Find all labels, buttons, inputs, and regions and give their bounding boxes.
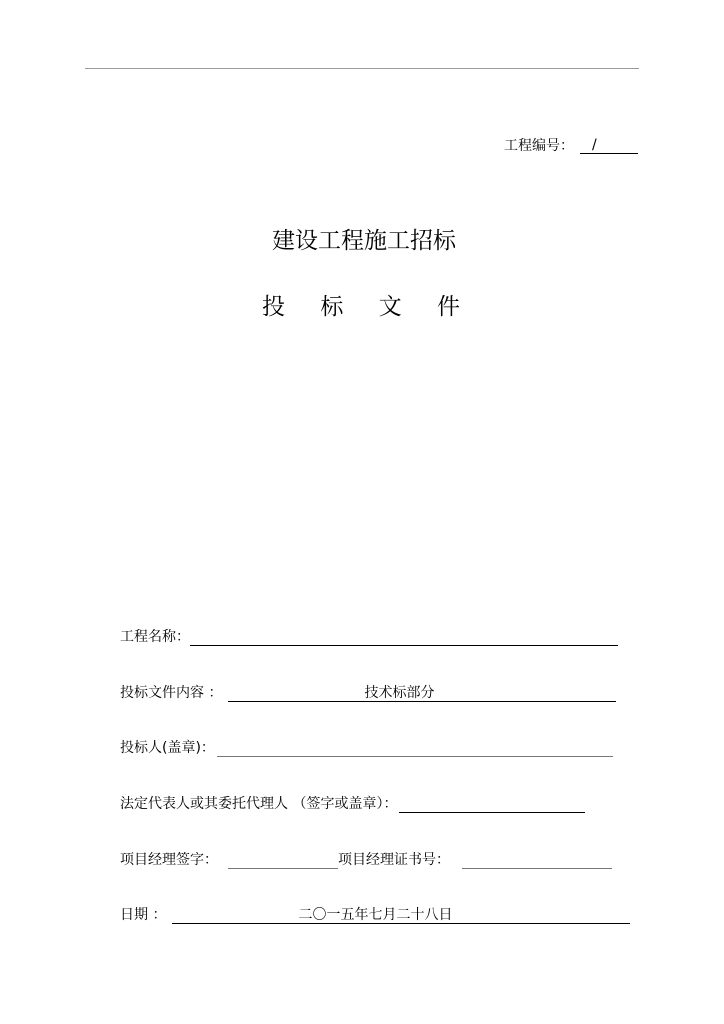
project-name-label: 工程名称： bbox=[120, 629, 190, 645]
project-number bbox=[504, 137, 638, 154]
date-field bbox=[120, 906, 630, 924]
pm-sign-line bbox=[228, 851, 338, 869]
project-number-value: / bbox=[580, 137, 638, 154]
bid-content-line bbox=[228, 684, 616, 702]
bid-content-value: 技术标部分 bbox=[364, 685, 435, 701]
legal-rep-field bbox=[120, 795, 585, 813]
bidder-line bbox=[217, 739, 613, 757]
legal-rep-line bbox=[399, 795, 585, 813]
bid-content-label: 投标文件内容 ： bbox=[120, 685, 223, 701]
header-rule bbox=[85, 68, 639, 69]
bid-content-field bbox=[120, 684, 616, 702]
document-title: 建设工程施工招标 bbox=[272, 228, 456, 254]
date-line bbox=[172, 906, 630, 924]
project-name-field bbox=[120, 628, 618, 646]
date-label: 日期 ： bbox=[120, 907, 167, 923]
project-name-line bbox=[190, 628, 618, 646]
legal-rep-label: 法定代表人或其委托代理人 （签字或盖章）： bbox=[120, 796, 398, 812]
pm-cert-label: 项目经理证书号： bbox=[338, 852, 450, 868]
bidder-label: 投标人(盖章)： bbox=[120, 740, 215, 756]
project-manager-field bbox=[120, 851, 612, 869]
pm-cert-line bbox=[462, 851, 612, 869]
bidder-field bbox=[120, 739, 613, 757]
pm-sign-label: 项目经理签字： bbox=[120, 852, 218, 868]
document-subtitle: 投 标 文 件 bbox=[262, 294, 474, 320]
project-number-label: 工程编号： bbox=[504, 138, 574, 154]
date-value: 二〇一五年七月二十八日 bbox=[298, 907, 453, 923]
